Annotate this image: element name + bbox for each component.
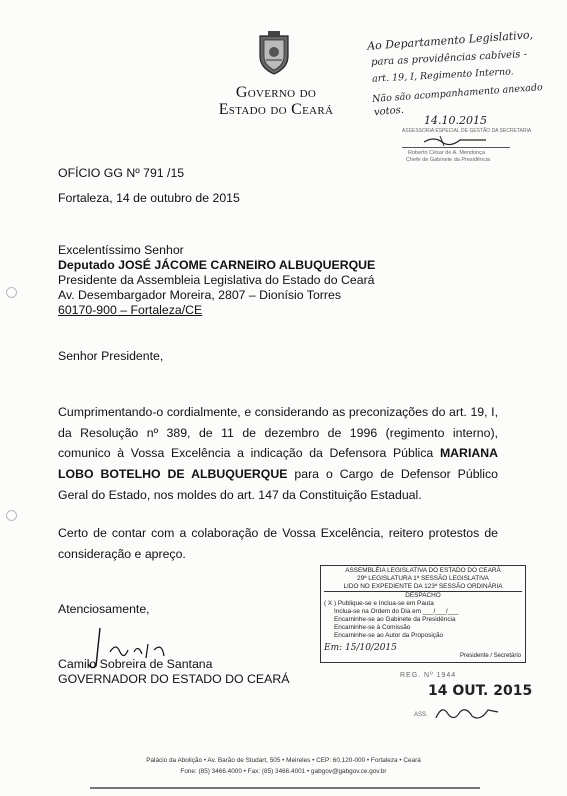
assembly-stamp-date: Em: 15/10/2015 xyxy=(324,643,397,653)
received-register: REG. Nº 1944 xyxy=(400,672,457,679)
assembly-stamp-option-5: Encaminhe-se ao Autor da Proposição xyxy=(334,632,444,639)
signer-title: GOVERNADOR DO ESTADO DO CEARÁ xyxy=(58,672,290,686)
oficio-number: OFÍCIO GG Nº 791 /15 xyxy=(58,166,185,180)
assembly-stamp-line2: 29ª LEGISLATURA 1ª SESSÃO LEGISLATIVA xyxy=(357,575,489,582)
addressee-name: Deputado JOSÉ JÁCOME CARNEIRO ALBUQUERQUE xyxy=(58,258,376,272)
footer-rule xyxy=(90,787,480,789)
government-letterhead xyxy=(206,84,346,118)
handwritten-note-line2: para as providências cabíveis - xyxy=(370,48,528,69)
letterhead-line2: Estado do Ceará xyxy=(218,101,334,118)
addressee-role: Presidente da Assembleia Legislativa do Estado do Ceará xyxy=(58,273,375,287)
addressee-address: Av. Desembargador Moreira, 2807 – Dionísio Torres xyxy=(58,288,341,302)
received-signature-icon xyxy=(432,700,502,726)
received-date: 14 OUT. 2015 xyxy=(428,683,533,699)
handwritten-note-line3: art. 19, I, Regimento Interno. xyxy=(371,66,514,85)
annotation-signature-rule xyxy=(402,147,510,148)
state-coat-of-arms-icon xyxy=(256,30,292,76)
punch-hole-icon xyxy=(6,287,17,298)
annotation-stamp-line2: Roberto César de A. Mendonça xyxy=(408,150,486,156)
handwritten-note-line4: Não são acompanhamento anexado xyxy=(371,82,544,105)
annotation-stamp-line3: Chefe de Gabinete da Presidência xyxy=(406,157,491,163)
received-ass-label: ASS. xyxy=(414,712,428,718)
closing: Atenciosamente, xyxy=(58,602,150,616)
assembly-stamp-line1: ASSEMBLÉIA LEGISLATIVA DO ESTADO DO CEARÁ xyxy=(345,567,501,574)
assembly-stamp-signature-caption: Presidente / Secretário xyxy=(459,653,521,659)
addressee-cep: 60170-900 – Fortaleza/CE xyxy=(58,303,203,317)
assembly-stamp-despacho: DESPACHO xyxy=(405,592,441,599)
assembly-stamp-option-1: ( X ) Publique-se e Inclua-se em Pauta xyxy=(324,600,434,607)
handwritten-note-date: 14.10.2015 xyxy=(424,114,487,127)
assembly-stamp-option-3: Encaminhe-se ao Gabinete da Presidência xyxy=(334,616,456,623)
assembly-stamp-option-4: Encaminhe-se à Comissão xyxy=(334,624,411,631)
greeting: Senhor Presidente, xyxy=(58,349,164,363)
footer-contact: Fone: (85) 3466.4000 • Fax: (85) 3466.4001 • gabgov@gabgov.ce.gov.br xyxy=(180,768,387,775)
punch-hole-icon xyxy=(6,510,17,521)
annotation-stamp-line1: ASSESSORIA ESPECIAL DE GESTÃO DA SECRETARIA xyxy=(402,128,532,134)
annotation-signature-icon xyxy=(420,134,490,148)
footer-address: Palácio da Abolição • Av. Barão de Studart, 505 • Meireles • CEP: 60.120-000 • Fortaleza • Ceará xyxy=(146,757,421,764)
letterhead-line1: Governo do xyxy=(235,84,317,101)
body-paragraph-1 xyxy=(58,402,498,506)
para1-nominee-name: MARIANA LOBO BOTELHO DE ALBUQUERQUE xyxy=(58,446,498,482)
handwritten-note-line1: Ao Departamento Legislativo, xyxy=(366,28,534,53)
signer-name: Camilo Sobreira de Santana xyxy=(58,657,213,671)
para1-text-b: para o Cargo de Defensor Público Geral do Estado, nos moldes do art. 147 da Constituição Estadual. xyxy=(58,467,498,502)
addressee-salutation: Excelentíssimo Senhor xyxy=(58,243,184,257)
para1-text-a: Cumprimentando-o cordialmente, e considerando as preconizações do art. 19, I, da Resolução nº 389, de 11 de dezembro de 1996 (regimento interno), comunico à Vossa Excelência a indicação da Defensora Pública xyxy=(58,405,498,461)
assembly-stamp-option-2: Inclua-se na Ordem do Dia em ___/___/___ xyxy=(334,608,459,615)
body-paragraph-2: Certo de contar com a colaboração de Vossa Excelência, reitero protestos de consideração e apreço. xyxy=(58,526,498,561)
assembly-reading-stamp xyxy=(320,565,526,663)
assembly-stamp-line3: LIDO NO EXPEDIENTE DA 123ª SESSÃO ORDINÁRIA xyxy=(324,583,522,592)
letter-date: Fortaleza, 14 de outubro de 2015 xyxy=(58,191,240,205)
handwritten-note-line5: votos. xyxy=(373,104,405,119)
